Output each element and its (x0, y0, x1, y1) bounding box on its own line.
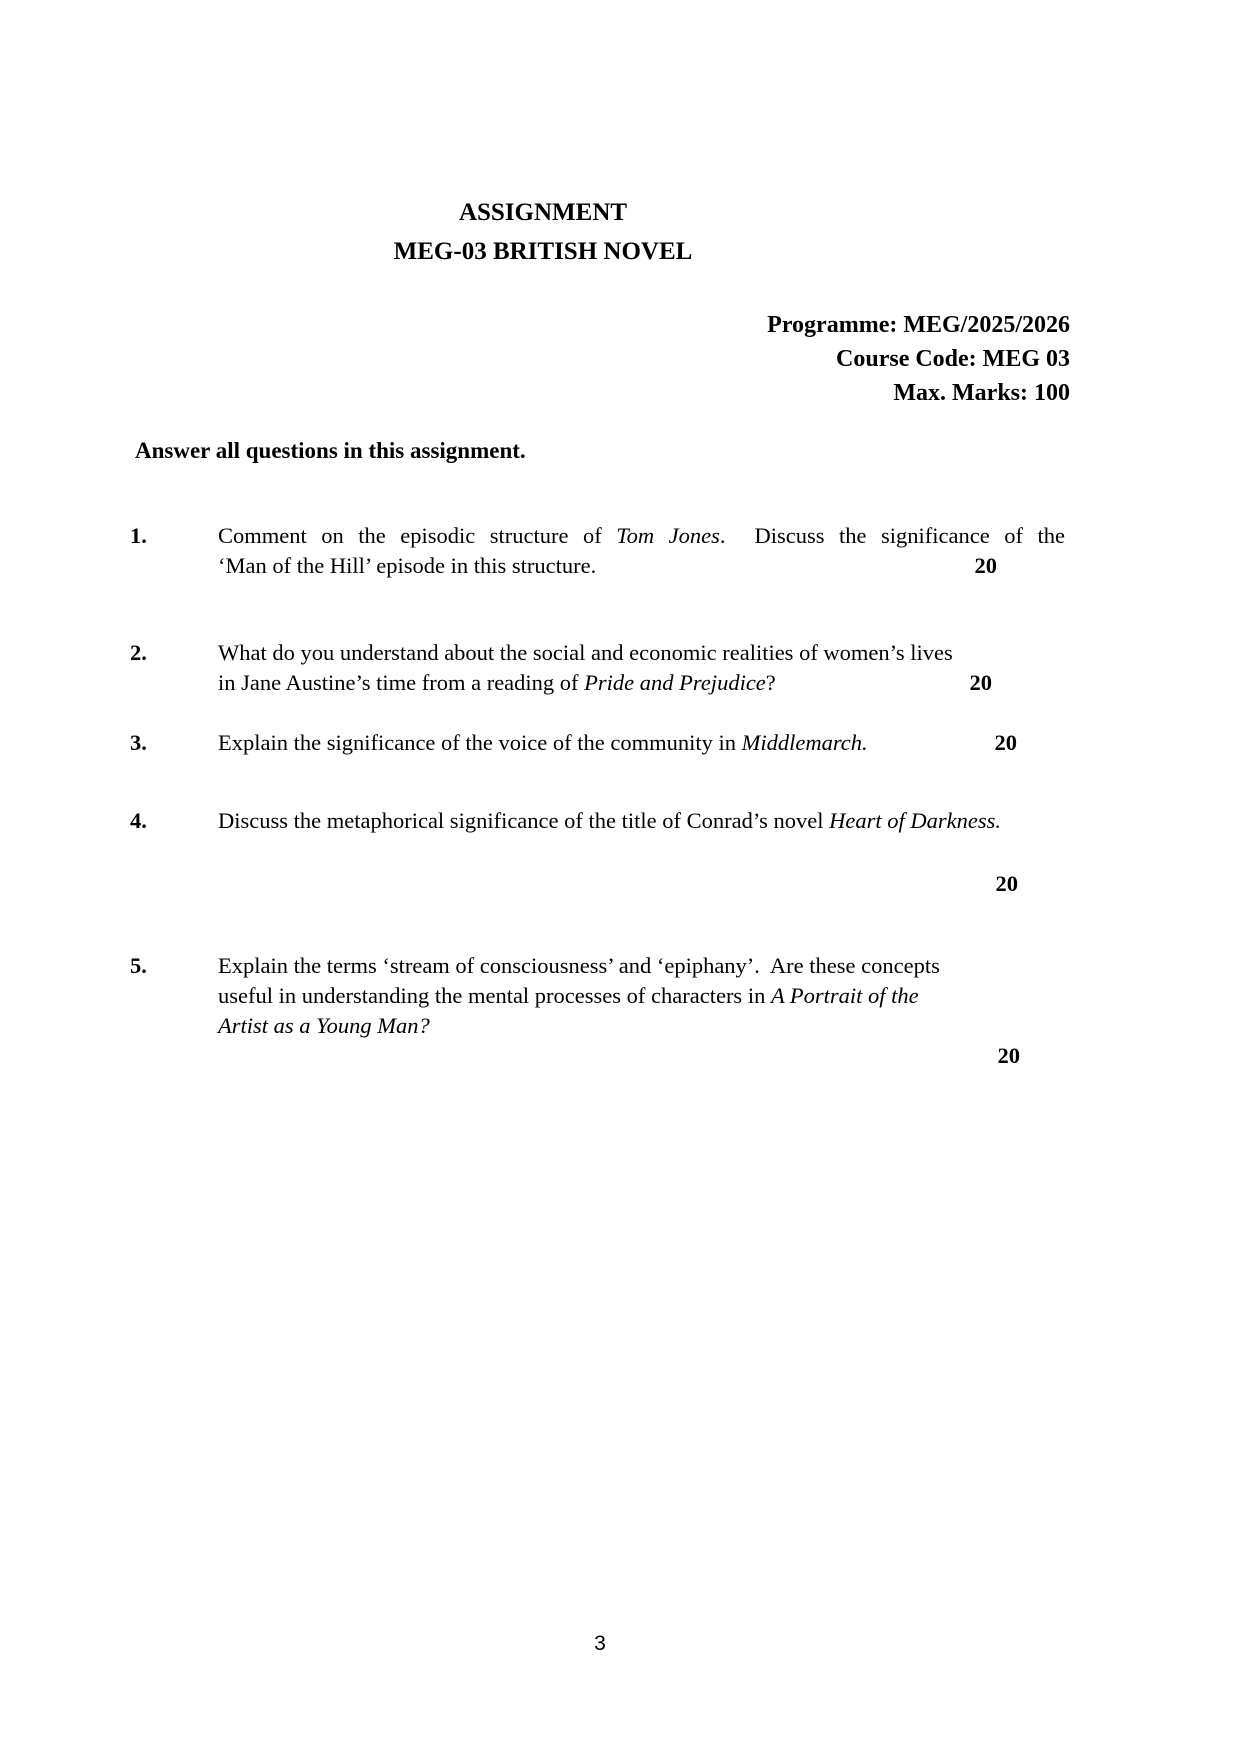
question-line (218, 728, 1065, 758)
question-number: 2. (130, 640, 147, 665)
max-marks-label: Max. Marks: 100 (893, 380, 1070, 406)
question-text: Discuss the metaphorical significance of the title of Conrad’s novel Heart of Darkness. (218, 808, 1001, 833)
question-text: What do you understand about the social and economic realities of women’s lives (218, 640, 953, 665)
question-3 (130, 728, 1065, 758)
question-line (218, 981, 1065, 1011)
question-body (218, 728, 1065, 758)
question-5 (130, 951, 1065, 1071)
question-body (218, 951, 1065, 1071)
course-code-label: Course Code: MEG 03 (836, 346, 1070, 372)
title-block (115, 199, 971, 265)
question-line (218, 521, 1065, 551)
marks-value: 20 (994, 730, 1017, 755)
question-line (218, 806, 1065, 836)
question-text: Explain the significance of the voice of the community in Middlemarch. (218, 730, 868, 755)
question-number: 5. (130, 953, 147, 978)
question-body (218, 521, 1065, 581)
page-number: 3 (594, 1632, 606, 1655)
question-line (218, 551, 1065, 581)
question-line (218, 638, 1065, 668)
question-text: Explain the terms ‘stream of consciousness’ and ‘epiphany’. Are these concepts (218, 953, 940, 978)
question-line (218, 668, 1065, 698)
question-text: in Jane Austine’s time from a reading of Pride and Prejudice? (218, 670, 776, 695)
question-number: 1. (130, 523, 147, 548)
marks-line (218, 1041, 1065, 1071)
question-number: 3. (130, 730, 147, 755)
programme-label: Programme: MEG/2025/2026 (767, 312, 1070, 338)
question-text: useful in understanding the mental processes of characters in A Portrait of the (218, 983, 919, 1008)
question-text: Artist as a Young Man? (218, 1013, 430, 1038)
question-body (218, 638, 1065, 698)
question-text: ‘Man of the Hill’ episode in this structure. (218, 553, 597, 578)
marks-line (218, 869, 1065, 899)
question-line (218, 951, 1065, 981)
assignment-title: ASSIGNMENT (458, 199, 628, 226)
question-text: Comment on the episodic structure of Tom Jones. Discuss the significance of the (218, 523, 1065, 548)
question-4 (130, 806, 1065, 899)
question-1 (130, 521, 1065, 581)
instruction-text: Answer all questions in this assignment. (135, 438, 526, 463)
meta-block (767, 308, 1070, 410)
marks-value: 20 (969, 670, 992, 695)
marks-value: 20 (995, 871, 1018, 896)
question-2 (130, 638, 1065, 698)
question-number: 4. (130, 808, 147, 833)
question-line (218, 1011, 1065, 1041)
course-title: MEG-03 BRITISH NOVEL (393, 238, 693, 265)
marks-value: 20 (974, 553, 997, 578)
question-body (218, 806, 1065, 899)
marks-value: 20 (997, 1043, 1020, 1068)
